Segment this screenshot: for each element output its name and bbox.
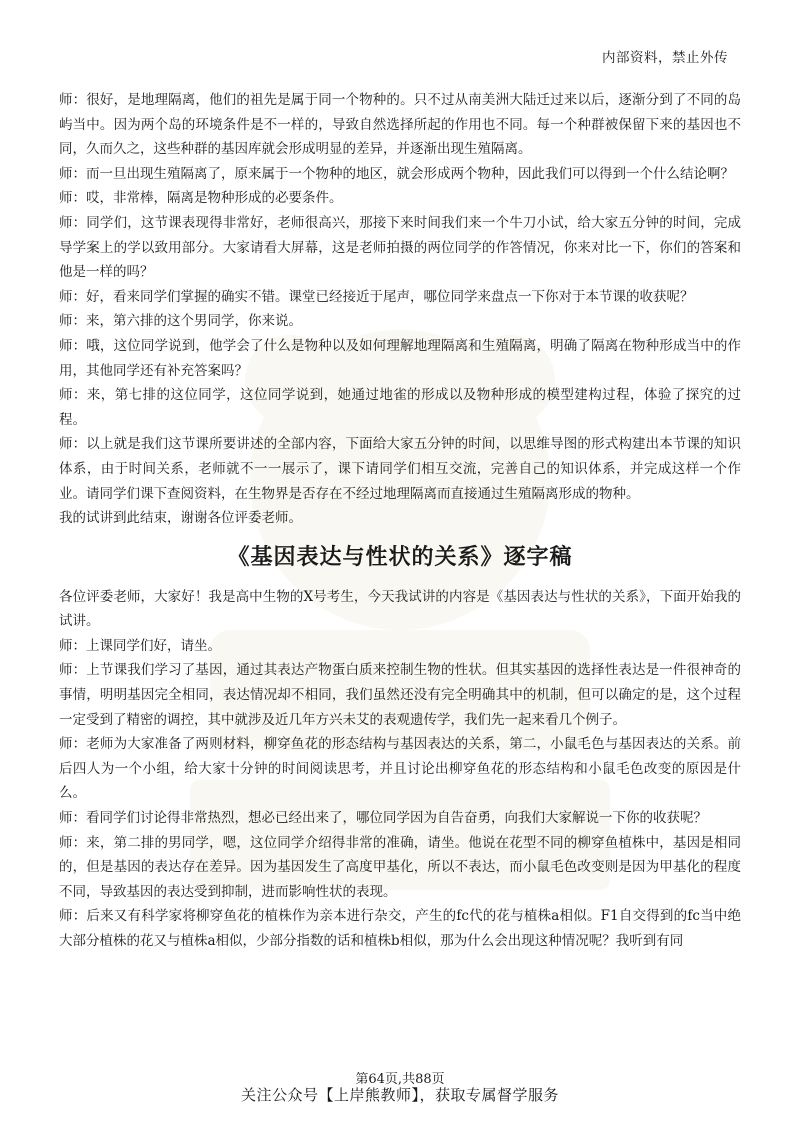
promo-text: 关注公众号【上岸熊教师】，获取专属督学服务 [240,1086,559,1104]
paragraph: 我的试讲到此结束，谢谢各位评委老师。 [59,510,302,527]
section-title: 《基因表达与性状的关系》逐字稿 [227,544,573,570]
page-number: 第64页,共88页 [355,1072,445,1087]
paragraph: 师：很好，是地理隔离，他们的祖先是属于同一个物种的。只不过从南美洲大陆迁过来以后，逐渐分到了不同的岛屿当中。因为两个岛的环境条件是不一样的，导致自然选择所起的作用也不同。每一个种群被保留下来的基因也不同，久而久之，这些种群的基因库就会形成明显的差异，并逐渐出现生殖隔离。 [59,92,741,158]
paragraph: 师：上课同学们好，请坐。 [59,637,221,654]
document-body [59,88,741,954]
paragraph: 师：老师为大家准备了两则材料，柳穿鱼花的形态结构与基因表达的关系，第二，小鼠毛色与基因表达的关系。前后四人为一个小组，给大家十分钟的时间阅读思考，并且讨论出柳穿鱼花的形态结构和小鼠毛色改变的原因是什么。 [59,736,741,802]
paragraph: 师：来，第六排的这个男同学，你来说。 [59,313,302,330]
paragraph: 师：来，第二排的男同学，嗯，这位同学介绍得非常的准确，请坐。他说在花型不同的柳穿鱼植株中，基因是相同的，但是基因的表达存在差异。因为基因发生了高度甲基化，所以不表达，而小鼠毛色改变则是因为甲基化的程度不同，导致基因的表达受到抑制，进而影响性状的表现。 [59,834,741,900]
paragraph: 师：以上就是我们这节课所要讲述的全部内容，下面给大家五分钟的时间，以思维导图的形式构建出本节课的知识体系，由于时间关系，老师就不一一展示了，课下请同学们相互交流，完善自己的知识体系，并完成这样一个作业。请同学们课下查阅资料，在生物界是否存在不经过地理隔离而直接通过生殖隔离形成的物种。 [59,436,741,502]
paragraph: 师：来，第七排的这位同学，这位同学说到，她通过地雀的形成以及物种形成的模型建构过程，体验了探究的过程。 [59,387,741,428]
paragraph: 师：哎，非常棒，隔离是物种形成的必要条件。 [59,190,343,207]
paragraph: 师：看同学们讨论得非常热烈，想必已经出来了，哪位同学因为自告奋勇，向我们大家解说一下你的收获呢？ [59,810,707,827]
confidential-note: 内部资料，禁止外传 [602,50,728,66]
paragraph: 师：哦，这位同学说到，他学会了什么是物种以及如何理解地理隔离和生殖隔离，明确了隔离在物种形成当中的作用，其他同学还有补充答案吗？ [59,337,741,379]
paragraph: 师：上节课我们学习了基因，通过其表达产物蛋白质来控制生物的性状。但其实基因的选择性表达是一件很神奇的事情，明明基因完全相同，表达情况却不相同，我们虽然还没有完全明确其中的机制，但可以确定的是，这个过程一定受到了精密的调控，其中就涉及近几年方兴未艾的表观遗传学，我们先一起来看几个例子。 [59,662,741,728]
paragraph: 师：而一旦出现生殖隔离了，原来属于一个物种的地区，就会形成两个物种，因此我们可以得到一个什么结论啊？ [59,165,734,182]
paragraph: 师：同学们，这节课表现得非常好，老师很高兴，那接下来时间我们来一个牛刀小试，给大家五分钟的时间，完成导学案上的学以致用部分。大家请看大屏幕，这是老师拍摄的两位同学的作答情况，你来对比一下，你们的答案和他是一样的吗？ [59,214,741,281]
paragraph: 师：好，看来同学们掌握的确实不错。课堂已经接近于尾声，哪位同学来盘点一下你对于本节课的收获呢？ [59,288,694,305]
paragraph: 师：后来又有科学家将柳穿鱼花的植株作为亲本进行杂交，产生的fc代的花与植株a相似。F1自交得到的fc当中绝大部分植株的花又与植株a相似，少部分指数的话和植株b相似，那为什么会出现这种情况呢？我听到有同 [59,908,741,949]
paragraph: 各位评委老师，大家好！我是高中生物的X号考生，今天我试讲的内容是《基因表达与性状的关系》，下面开始我的试讲。 [59,588,741,630]
